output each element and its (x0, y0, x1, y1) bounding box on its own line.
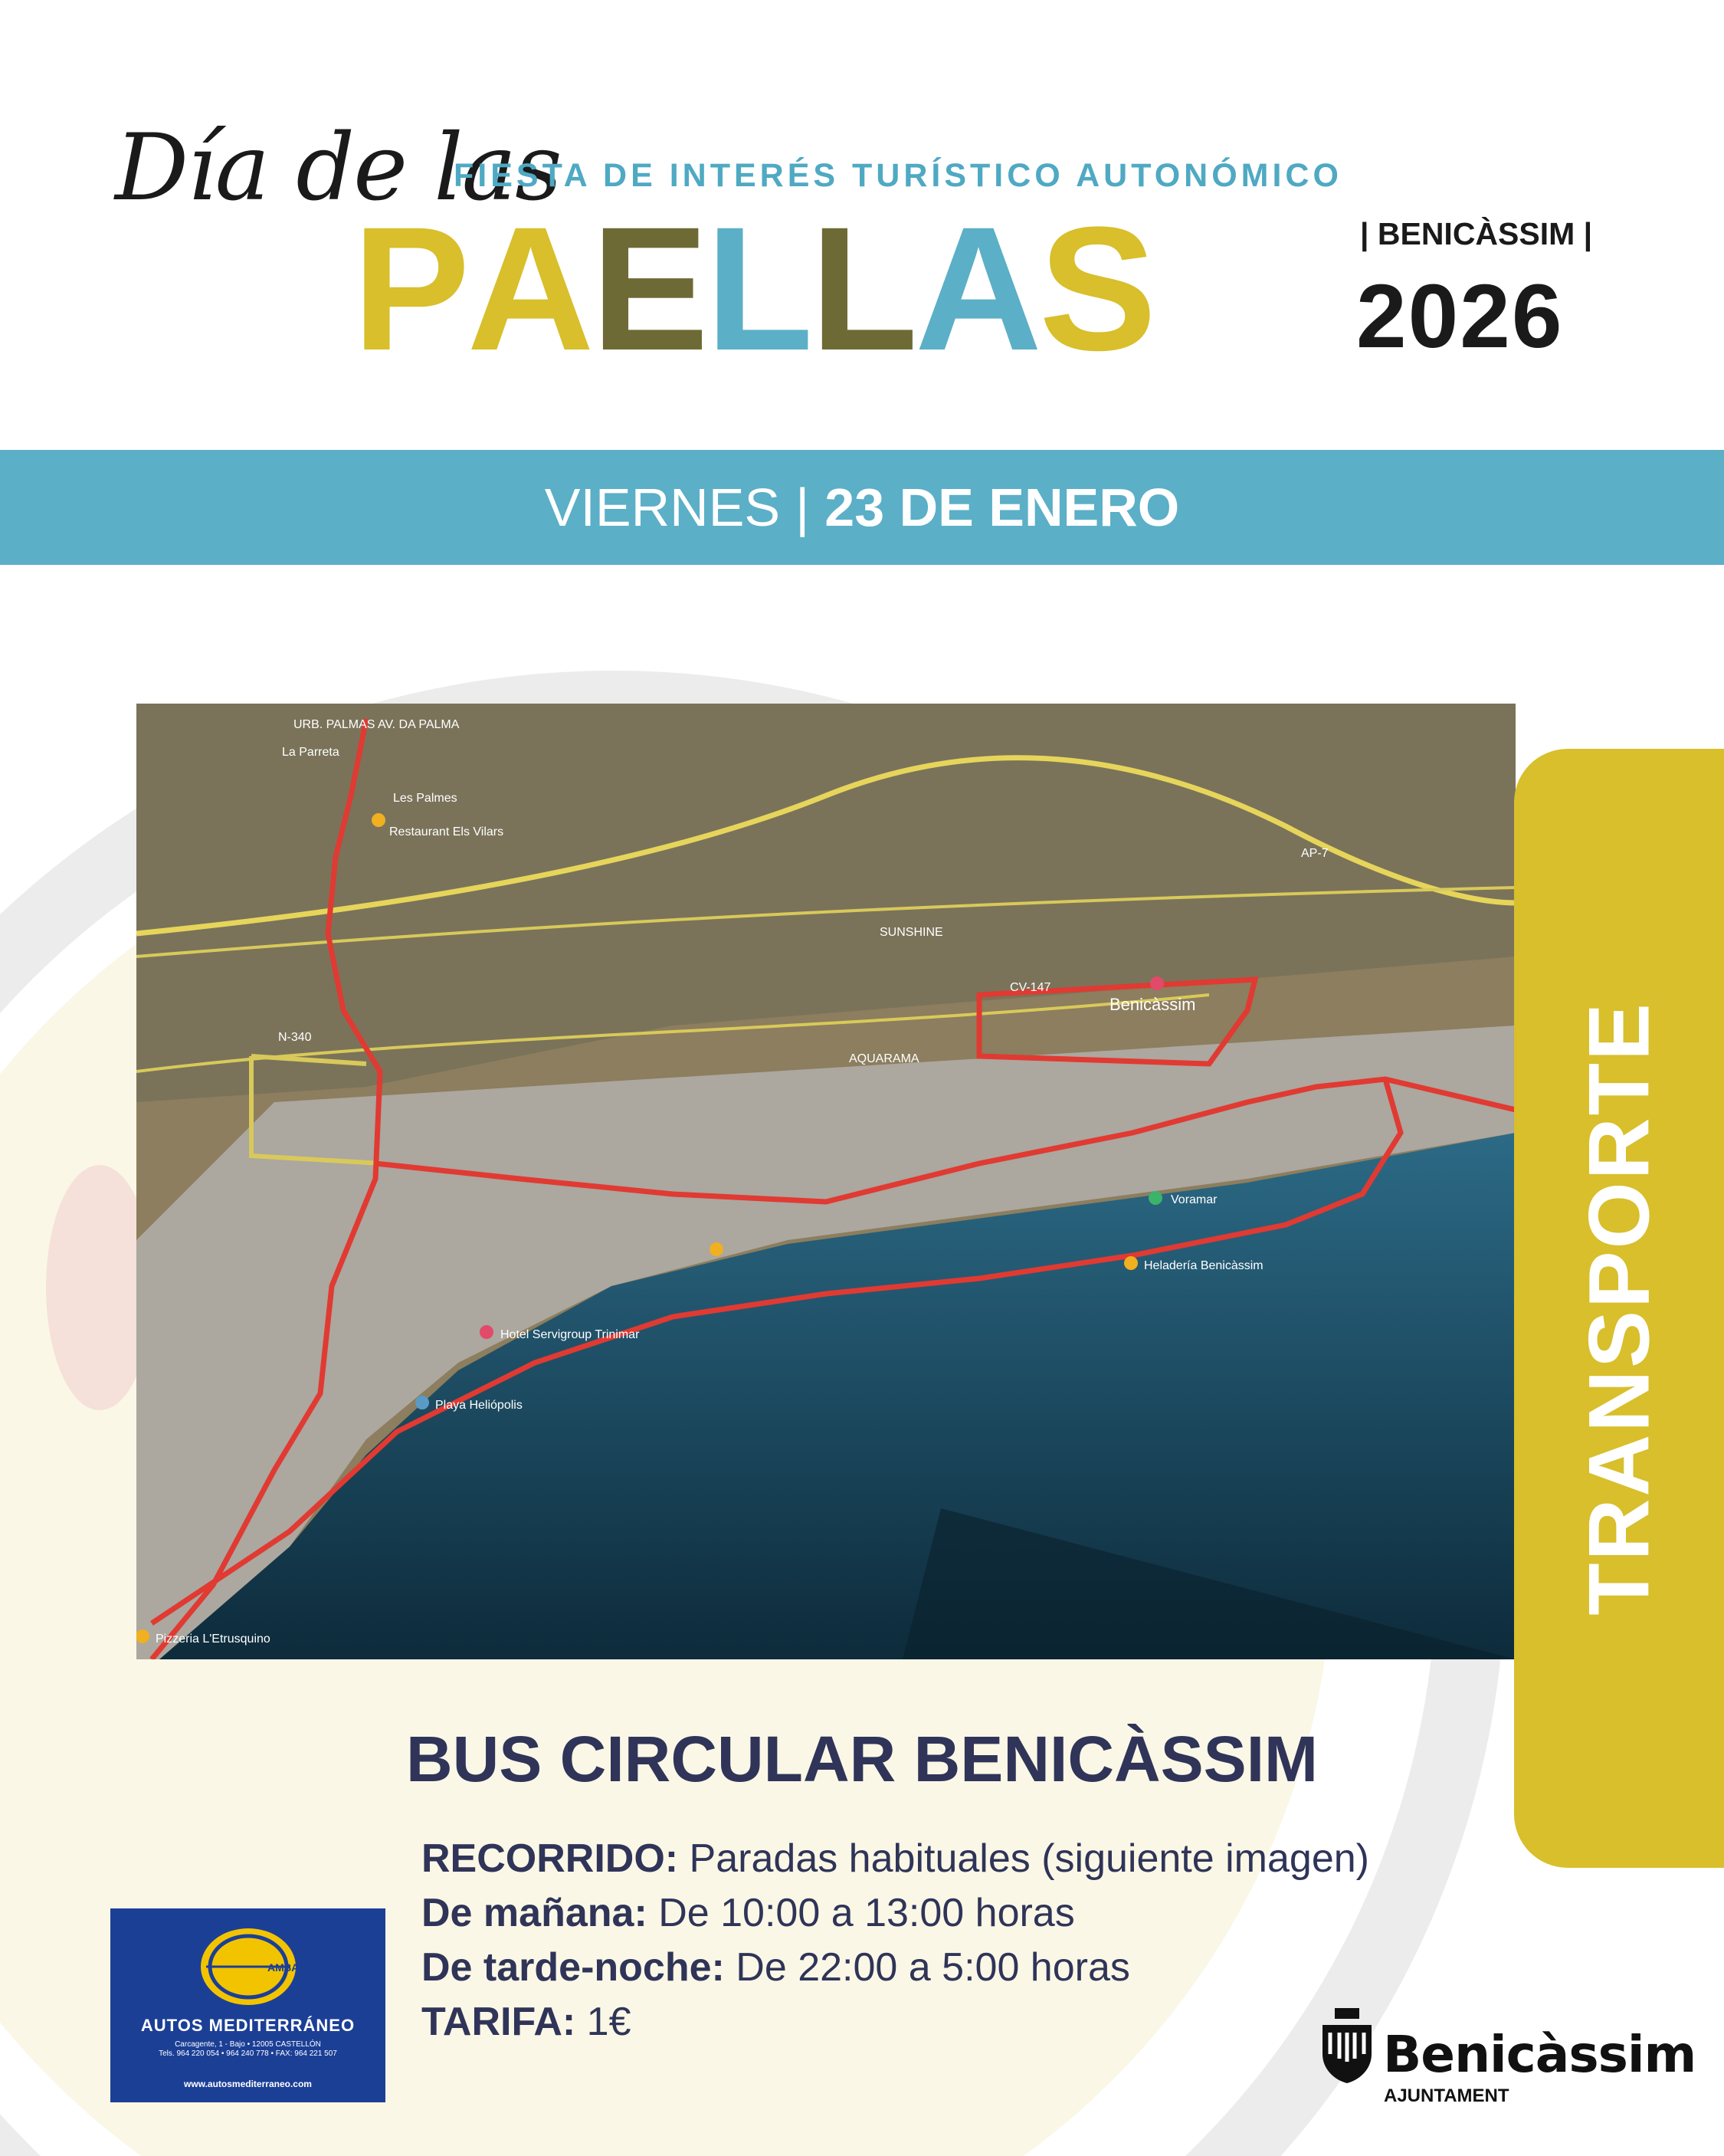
map-label: CV-147 (1010, 981, 1051, 994)
title-letter: A (467, 190, 592, 387)
map-label: SUNSHINE (880, 926, 943, 939)
amsa-emblem-icon (175, 1922, 321, 2010)
bus-title: BUS CIRCULAR BENICÀSSIM (405, 1723, 1319, 1795)
amsa-name: AUTOS MEDITERRÁNEO (140, 2016, 356, 2035)
benicassim-name: Benicàssim (1383, 2025, 1696, 2084)
route-map-image (136, 704, 1516, 1659)
date-separator: | (795, 477, 810, 537)
amsa-badge: AMSA (267, 1961, 300, 1974)
title-letter: L (810, 190, 915, 387)
info-key: De tarde-noche: (421, 1945, 725, 1990)
marker-hotel (480, 1325, 493, 1339)
info-row-tarifa (421, 1995, 1369, 2049)
title-letter: P (352, 190, 467, 387)
fiesta-subtitle: FIESTA DE INTERÉS TURÍSTICO AUTONÓMICO (454, 157, 1342, 194)
info-row-tarde (421, 1941, 1369, 1995)
amsa-logo (110, 1908, 385, 2102)
title-letter: S (1039, 190, 1154, 387)
info-value: 1€ (575, 2000, 631, 2044)
map-label: Benicàssim (1109, 995, 1196, 1014)
route-map (136, 704, 1516, 1659)
map-label: Heladería Benicàssim (1144, 1259, 1264, 1272)
map-label: Les Palmes (393, 792, 457, 805)
map-label: Restaurant Els Vilars (389, 825, 504, 838)
date-day: VIERNES (544, 477, 781, 537)
location-tag: | BENICÀSSIM | (1360, 216, 1593, 251)
map-label: La Parreta (282, 746, 339, 759)
map-label: Playa Heliópolis (435, 1399, 523, 1412)
map-label: N-340 (278, 1031, 312, 1044)
info-value: De 10:00 a 13:00 horas (647, 1891, 1075, 1935)
info-key: De mañana: (421, 1891, 647, 1935)
title-letter: A (914, 190, 1040, 387)
info-row-recorrido (421, 1832, 1369, 1886)
paellas-title (352, 190, 1154, 387)
map-label: AP-7 (1301, 847, 1329, 860)
map-label: Voramar (1171, 1193, 1218, 1206)
info-key: RECORRIDO: (421, 1836, 679, 1881)
marker-heladeria (1124, 1256, 1138, 1270)
marker-restaurant (372, 813, 385, 827)
date-text: 23 DE ENERO (824, 477, 1180, 537)
marker-beach (415, 1396, 429, 1409)
map-label: Hotel Servigroup Trinimar (500, 1328, 640, 1341)
amsa-address: Carcagente, 1 - Bajo • 12005 CASTELLÓN Tels. 964 220 054 • 964 240 778 • FAX: 964 221 507 (159, 2040, 337, 2058)
bus-info (421, 1832, 1369, 2049)
info-row-manana (421, 1886, 1369, 1941)
benicassim-crest-icon (1319, 2008, 1375, 2085)
transporte-label: TRANSPORTE (1571, 1001, 1667, 1616)
map-label: AQUARAMA (849, 1052, 919, 1065)
benicassim-sub: AJUNTAMENT (1384, 2085, 1509, 2106)
info-value: Paradas habituales (siguiente imagen) (678, 1836, 1369, 1881)
title-letter: E (591, 190, 706, 387)
info-value: De 22:00 a 5:00 horas (724, 1945, 1130, 1990)
marker-town (1150, 976, 1164, 990)
info-key: TARIFA: (421, 2000, 576, 2044)
script-title: Día de las (115, 115, 561, 222)
amsa-web: www.autosmediterraneo.com (184, 2079, 312, 2089)
map-label: Pizzeria L'Etrusquino (156, 1633, 270, 1646)
date-band (0, 450, 1724, 565)
title-letter: L (705, 190, 811, 387)
map-label: URB. PALMAS AV. DA PALMA (293, 718, 460, 731)
marker-park (1149, 1191, 1162, 1205)
year: 2026 (1356, 266, 1564, 367)
marker-stop (710, 1242, 723, 1256)
